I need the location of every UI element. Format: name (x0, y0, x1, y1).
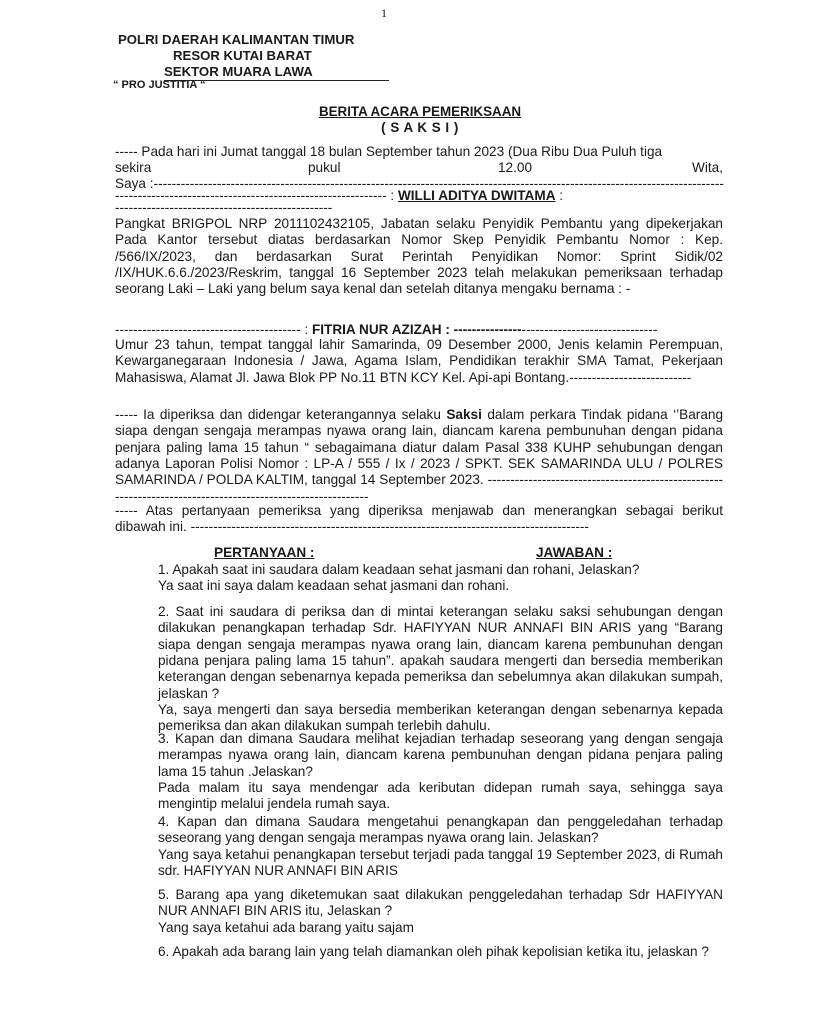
question: 6. Apakah ada barang lain yang telah diamankan oleh pihak kepolisian ketika itu, jelaskan ? (158, 944, 709, 959)
question-header: PERTANYAAN : (214, 545, 315, 560)
page-number: 1 (381, 6, 387, 20)
answer: Yang saya ketahui penangkapan tersebut terjadi pada tanggal 19 September 2023, di Rumah sdr. HAFIYYAN NUR ANNAFI BIN ARIS (158, 846, 723, 878)
witness-suffix: ------------------------------ (521, 322, 658, 337)
title-sub: ( S A K S I ) (381, 120, 459, 135)
answer: Ya saat ini saya dalam keadaan sehat jasmani dan rohani. (158, 578, 510, 594)
pro-justitia: “ PRO JUSTITIA “ (113, 79, 206, 91)
witness-prefix: ----------------------------------------- : (115, 322, 312, 337)
opening-saya-line: Saya :------------------------------------------------------------------------------------------------------------------------------ (115, 176, 724, 191)
question: 4. Kapan dan dimana Saudara mengetahui penangkapan dan penggeledahan terhadap seseorang yang dengan sengaja merampas nyawa orang lain. Jelaskan? (158, 814, 723, 846)
answer-header: JAWABAN : (536, 545, 613, 560)
answer: Ya, saya mengerti dan saya bersedia memberikan keterangan dengan sebenarnya kepada pemeriksa dan akan dilakukan sumpah terlebih dahulu. (158, 701, 723, 734)
question: 3. Kapan dan dimana Saudara melihat kejadian terhadap seseorang yang dengan sengaja merampas nyawa orang lain, diancam karena pembunuhan dengan pidana penjara paling lama 15 tahun .Jelaskan? (158, 731, 723, 779)
qa-item (158, 814, 723, 879)
witness-paragraph: Umur 23 tahun, tempat tanggal lahir Samarinda, 09 Desember 2000, Jenis kelamin Perempuan, Kewarganegaraan Indonesia / Jawa, Agama Islam, Pendidikan terakhir SMA Tamat, Pekerjaan Mahasiswa, Alamat Jl. Jawa Blok PP No.11 BTN KCY Kel. Api-api Bontang.--------------------------- (115, 337, 723, 385)
title-main: BERITA ACARA PEMERIKSAAN (318, 104, 522, 119)
statement-paragraph: ----- Atas pertanyaan pemeriksa yang diperiksa menjawab dan menerangkan sebagai berikut dibawah ini. ---------------------------------------------------------------------------------------- (115, 503, 723, 535)
case-paragraph (115, 407, 723, 505)
letterhead (118, 32, 389, 81)
examiner-paragraph: Pangkat BRIGPOL NRP 2011102432105, Jabatan selaku Penyidik Pembantu yang dipekerjakan Pada Kantor tersebut diatas berdasarkan Nomor Skep Penyidik Pembantu Nomor : Kep. /566/IX/2023, dan berdasarkan Surat Perintah Penyidikan Nomor: Sprint Sidik/02 /IX/HUK.6.6./2023/Reskrim, tanggal 16 September 2023 telah melakukan pemeriksaan terhadap seorang Laki – Laki yang belum saya kenal dan setelah ditanya mengaku bernama : - (115, 216, 723, 297)
opening-sekira: sekira (115, 160, 152, 175)
witness-name: FITRIA NUR AZIZAH : --------------- (311, 322, 522, 337)
examiner-dash-line: ------------------------------------------------ (115, 200, 333, 215)
examiner-name: WILLI ADITYA DWITAMA (397, 188, 556, 203)
opening-time-line (115, 160, 723, 176)
opening-pukul: pukul (308, 160, 341, 175)
qa-item (158, 944, 723, 960)
witness-line (115, 322, 723, 338)
answer: Yang saya ketahui ada barang yaitu sajam (158, 919, 414, 935)
case-text-before: ----- Ia diperiksa dan didengar keterangannya selaku (115, 407, 447, 422)
opening-line-1: ----- Pada hari ini Jumat tanggal 18 bulan September tahun 2023 (Dua Ribu Dua Puluh tiga (115, 144, 663, 159)
opening-time: 12.00 (498, 160, 533, 175)
qa-item (158, 604, 723, 735)
letterhead-line-2: RESOR KUTAI BARAT (173, 48, 312, 63)
examiner-suffix: : (555, 188, 564, 203)
letterhead-line-3: SEKTOR MUARA LAWA (164, 64, 389, 81)
letterhead-line-1: POLRI DAERAH KALIMANTAN TIMUR (118, 32, 355, 47)
qa-item (158, 887, 723, 936)
opening-wita: Wita, (692, 160, 723, 175)
question: 2. Saat ini saudara di periksa dan di mintai keterangan selaku saksi sehubungan dengan dilakukan penangkapan terhadap Sdr. HAFIYYAN NUR ANNAFI BIN ARIS yang “Barang siapa dengan sengaja merampas nyawa orang lain, diancam karena pembunuhan dengan pidana penjara paling lama 15 tahun”. apakah saudara mengerti dan bersedia memberikan keterangan dengan sebenarnya kepada pemeriksa dan sebelumnya akan dilakukan sumpah, jelaskan ? (158, 604, 723, 701)
qa-item (158, 562, 723, 595)
question: 1. Apakah saat ini saudara dalam keadaan sehat jasmani dan rohani, Jelaskan? (158, 562, 640, 577)
case-saksi: Saksi (446, 407, 482, 422)
case-text-after: dalam perkara Tindak pidana ‘’Barang siapa dengan sengaja merampas nyawa orang lain, diancam karena pembunuhan dengan pidana penjara paling lama 15 tahun “ sebagaimana diatur dalam Pasal 338 KUHP sehubungan dengan adanya Laporan Polisi Nomor : LP-A / 555 / Ix / 2023 / SPKT. SEK SAMARINDA ULU / POLRES SAMARINDA / POLDA KALTIM, tanggal 14 September 2023. ------------------------------------------------------------------------------------------------------------ (115, 407, 724, 504)
examiner-prefix: ------------------------------------------------------------ : (115, 188, 398, 203)
answer: Pada malam itu saya mendengar ada keributan didepan rumah saya, sehingga saya mengintip melalui jendela rumah saya. (158, 779, 723, 812)
document-title (0, 104, 840, 136)
question: 5. Barang apa yang diketemukan saat dilakukan penggeledahan terhadap Sdr HAFIYYAN NUR ANNAFI BIN ARIS itu, Jelaskan ? (158, 887, 723, 919)
qa-item (158, 731, 723, 813)
